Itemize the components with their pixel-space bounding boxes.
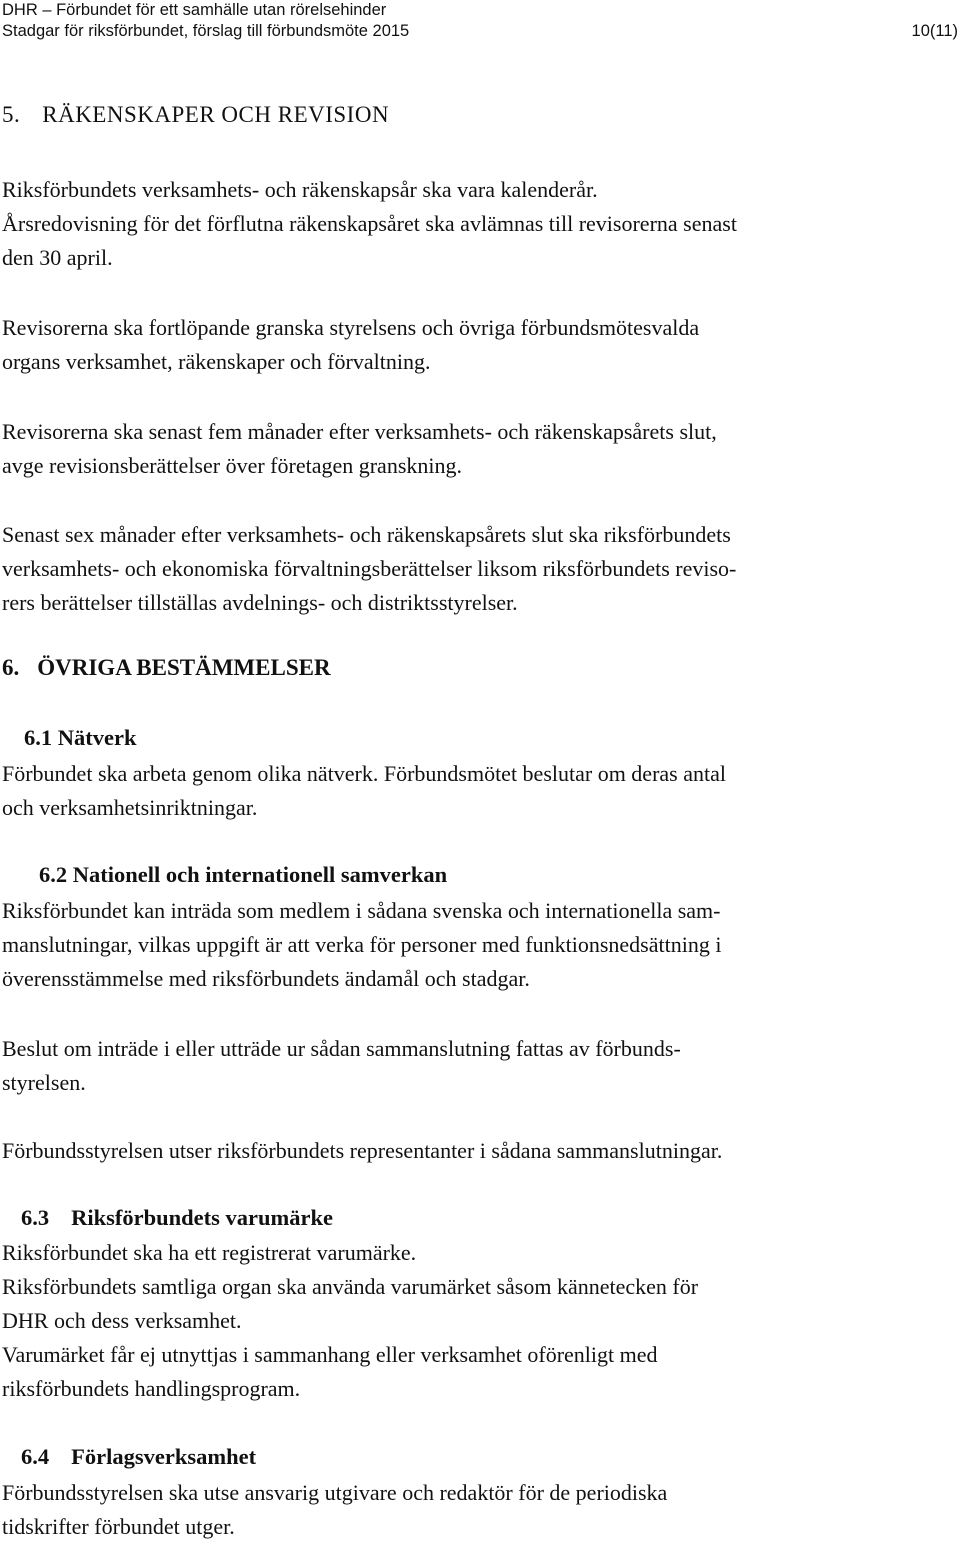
section-5-number: 5. [2,102,21,127]
section-5-paragraph-1 [2,173,952,275]
page-header [2,0,958,42]
text-line: Riksförbundets samtliga organ ska använda varumärket såsom kännetecken för [2,1274,699,1299]
text-line: Förbundet ska arbeta genom olika nätverk. Förbundsmötet beslutar om deras antal [2,761,726,786]
subsection-6-2-paragraph-3 [2,1134,952,1168]
section-5-heading [2,102,389,128]
subsection-6-1-heading: 6.1 Nätverk [24,725,137,750]
text-line: rers berättelser tillställas avdelnings- och distriktsstyrelser. [2,590,518,615]
text-line: DHR och dess verksamhet. [2,1308,242,1333]
subsection-6-4-text [2,1476,952,1544]
subsection-6-3-text [2,1236,952,1406]
subsection-6-3-number: 6.3 [21,1205,50,1230]
text-line: verksamhets- och ekonomiska förvaltningsberättelser liksom riksförbundets reviso- [2,556,737,581]
text-line: Revisorerna ska fortlöpande granska styrelsens och övriga förbundsmötesvalda [2,315,700,340]
section-6-heading [2,655,331,681]
subsection-6-2-heading: 6.2 Nationell och internationell samverkan [39,862,448,887]
text-line: den 30 april. [2,245,113,270]
section-5-paragraph-2 [2,311,952,379]
text-line: Riksförbundets verksamhets- och räkenskapsår ska vara kalenderår. [2,177,598,202]
text-line: avge revisionsberättelser över företagen granskning. [2,453,462,478]
text-line: Förbundsstyrelsen ska utse ansvarig utgivare och redaktör för de periodiska [2,1480,668,1505]
text-line: styrelsen. [2,1070,86,1095]
page-number: 10(11) [911,22,958,40]
subsection-6-4-title: Förlagsverksamhet [71,1444,257,1469]
text-line: manslutningar, vilkas uppgift är att verka för personer med funktionsnedsättning i [2,932,722,957]
header-document-title: Stadgar för riksförbundet, förslag till förbundsmöte 2015 [2,22,410,40]
subsection-6-3-heading [21,1205,333,1231]
subsection-6-2-paragraph-1 [2,894,952,996]
text-line: överensstämmelse med riksförbundets ändamål och stadgar. [2,966,530,991]
subsection-6-4-heading [21,1444,256,1470]
text-line: och verksamhetsinriktningar. [2,795,258,820]
section-5-paragraph-4 [2,518,952,620]
subsection-6-3-title: Riksförbundets varumärke [71,1205,334,1230]
text-line: Senast sex månader efter verksamhets- och räkenskapsårets slut ska riksförbundets [2,522,731,547]
text-line: Årsredovisning för det förflutna räkenskapsåret ska avlämnas till revisorerna senast [2,211,737,236]
header-organization: DHR – Förbundet för ett samhälle utan rörelsehinder [2,1,387,19]
text-line: Varumärket får ej utnyttjas i sammanhang eller verksamhet oförenligt med [2,1342,658,1367]
text-line: Riksförbundet ska ha ett registrerat varumärke. [2,1240,417,1265]
section-6-title: ÖVRIGA BESTÄMMELSER [37,655,331,680]
text-line: tidskrifter förbundet utger. [2,1514,235,1539]
subsection-6-2-paragraph-2 [2,1032,952,1100]
text-line: Riksförbundet kan inträda som medlem i sådana svenska och internationella sam- [2,898,721,923]
section-5-title: RÄKENSKAPER OCH REVISION [42,102,390,127]
text-line: riksförbundets handlingsprogram. [2,1376,301,1401]
subsection-6-4-number: 6.4 [21,1444,50,1469]
section-5-paragraph-3 [2,415,952,483]
text-line: Revisorerna ska senast fem månader efter verksamhets- och räkenskapsårets slut, [2,419,717,444]
section-6-number: 6. [2,655,20,680]
text-line: organs verksamhet, räkenskaper och förvaltning. [2,349,431,374]
text-line: Förbundsstyrelsen utser riksförbundets representanter i sådana sammanslutningar. [2,1138,723,1163]
subsection-6-1-text [2,757,952,825]
text-line: Beslut om inträde i eller utträde ur sådan sammanslutning fattas av förbunds- [2,1036,681,1061]
